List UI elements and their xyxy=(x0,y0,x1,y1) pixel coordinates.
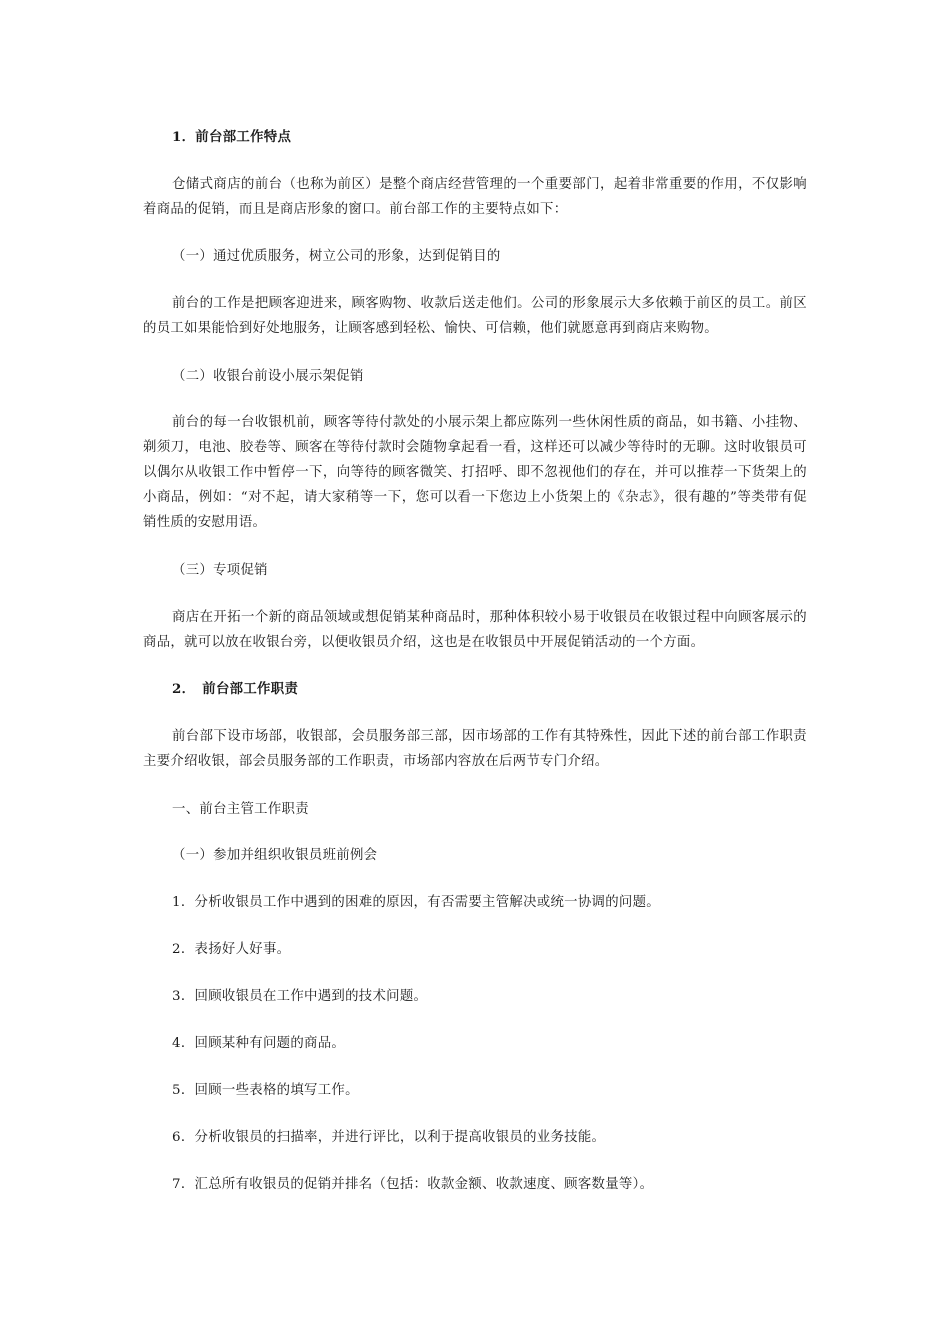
list-item: 2．表扬好人好事。 xyxy=(172,942,291,957)
list-item: 7．汇总所有收银员的促销并排名（包括：收款金额、收款速度、顾客数量等）。 xyxy=(172,1177,654,1192)
paragraph-special-promo: 商店在开拓一个新的商品领域或想促销某种商品时，那种体积较小易于收银员在收银过程中向顾客展示的商品，就可以放在收银台旁，以便收银员介绍，这也是在收银员中开展促销活动的一个方面。 xyxy=(143,610,807,650)
list-item: 4．回顾某种有问题的商品。 xyxy=(172,1036,346,1051)
list-item: 5．回顾一些表格的填写工作。 xyxy=(172,1083,359,1098)
paragraph-service: 前台的工作是把顾客迎进来，顾客购物、收款后送走他们。公司的形象展示大多依赖于前区的员工。前区的员工如果能恰到好处地服务，让顾客感到轻松、愉快、可信赖，他们就愿意再到商店来购物。 xyxy=(143,296,807,336)
section-heading-2: 2． 前台部工作职责 xyxy=(172,681,299,697)
subheading-supervisor: 一、前台主管工作职责 xyxy=(172,802,309,817)
list-item: 1．分析收银员工作中遇到的困难的原因，有否需要主管解决或统一协调的问题。 xyxy=(172,895,660,910)
subheading-special-promo: （三）专项促销 xyxy=(172,563,268,578)
subheading-meeting: （一）参加并组织收银员班前例会 xyxy=(172,848,378,863)
list-item: 6．分析收银员的扫描率，并进行评比，以利于提高收银员的业务技能。 xyxy=(172,1130,606,1145)
list-item: 3．回顾收银员在工作中遇到的技术问题。 xyxy=(172,989,428,1004)
subheading-display-rack: （二）收银台前设小展示架促销 xyxy=(172,369,364,384)
paragraph-intro: 仓储式商店的前台（也称为前区）是整个商店经营管理的一个重要部门，起着非常重要的作用，不仅影响着商品的促销，而且是商店形象的窗口。前台部工作的主要特点如下： xyxy=(143,177,807,217)
paragraph-display-rack: 前台的每一台收银机前，顾客等待付款处的小展示架上都应陈列一些休闲性质的商品，如书籍、小挂物、剃须刀，电池、胶卷等、顾客在等待付款时会随物拿起看一看，这样还可以减少等待时的无聊。这时收银员可以偶尔从收银工作中暂停一下，向等待的顾客微笑、打招呼、即不忽视他们的存在，并可以推荐一下货架上的小商品，例如：“对不起，请大家稍等一下，您可以看一下您边上小货架上的《杂志》，很有趣的”等类带有促销性质的安慰用语。 xyxy=(143,415,807,530)
paragraph-duties: 前台部下设市场部，收银部，会员服务部三部，因市场部的工作有其特殊性，因此下述的前台部工作职责主要介绍收银，部会员服务部的工作职责，市场部内容放在后两节专门介绍。 xyxy=(143,729,807,769)
section-heading-1: 1．前台部工作特点 xyxy=(172,129,292,145)
subheading-service: （一）通过优质服务，树立公司的形象，达到促销目的 xyxy=(172,249,501,264)
